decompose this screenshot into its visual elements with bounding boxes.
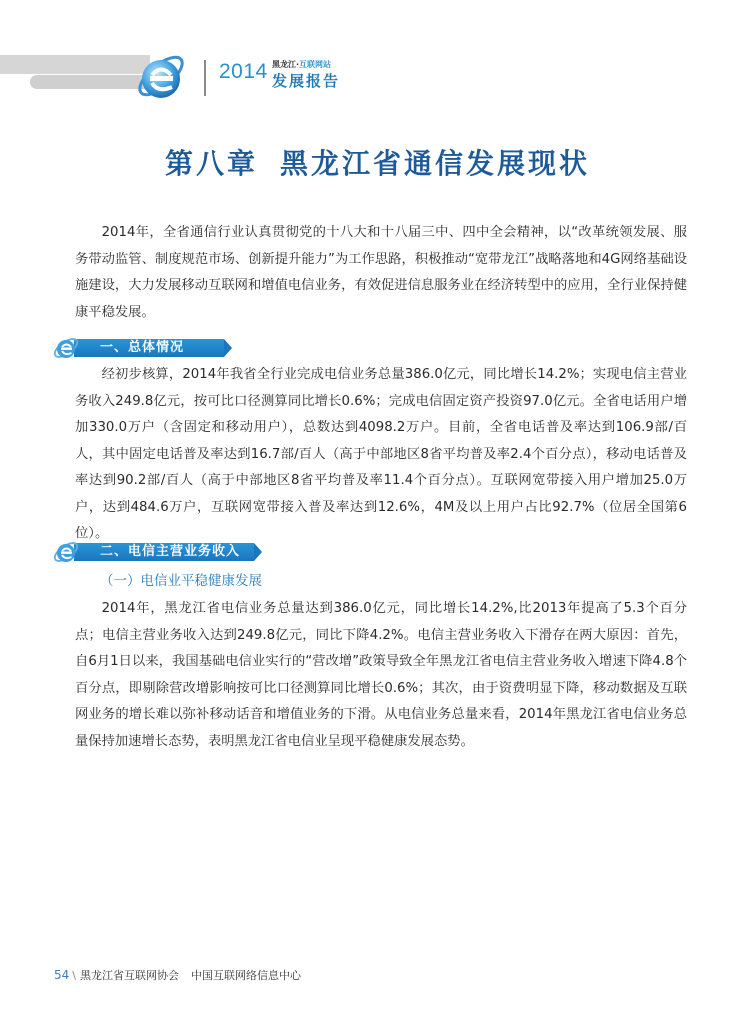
footer-org-1: 黑龙江省互联网协会 bbox=[80, 969, 179, 982]
header-divider bbox=[204, 60, 206, 96]
brand-subtitle bbox=[272, 59, 331, 70]
overview-paragraph: 经初步核算，2014年我省全行业完成电信业务总量386.0亿元，同比增长14.2%；实现电信主营业务收入249.8亿元，按可比口径测算同比增长0.6%；完成电信固定资产投资97.0亿元。全省电话用户增加330.0万户（含固定和移动用户），总数达到4098.2万户。目前，全省电话普及率达到106.9部/百人，其中固定电话普及率达到16.7部/百人（高于中部地区8省平均普及率2.4个百分点），移动电话普及率达到90.2部/百人（高于中部地区8省平均普及率11.4个百分点）。互联网宽带接入用户增加25.0万户，达到484.6万户，互联网宽带接入普及率达到12.6%，4M及以上用户占比92.7%（位居全国第6位）。 bbox=[75, 367, 687, 541]
page-footer bbox=[54, 967, 301, 983]
section-label: 二、电信主营业务收入 bbox=[100, 544, 241, 559]
report-year: 2014 bbox=[219, 60, 268, 83]
brand-small-left: 黑龙江· bbox=[272, 60, 300, 69]
brand-title: 发展报告 bbox=[272, 72, 341, 90]
e-logo-icon bbox=[128, 46, 188, 106]
chapter-name: 黑龙江省通信发展现状 bbox=[280, 147, 591, 180]
intro-paragraph: 2014年，全省通信行业认真贯彻党的十八大和十八届三中、四中全会精神，以“改革统领发展、服务带动监管、制度规范市场、创新提升能力”为工作思路，积极推动“宽带龙江”战略落地和4G网络基础设施建设，大力发展移动互联网和增值电信业务，有效促进信息服务业在经济转型中的应用，全行业保持健康平稳发展。 bbox=[75, 225, 687, 320]
brand-small-right: 互联网站 bbox=[299, 60, 332, 69]
section-label: 一、总体情况 bbox=[100, 340, 185, 355]
page-number: 54 bbox=[54, 968, 70, 982]
section-heading-revenue bbox=[52, 540, 262, 564]
e-logo-icon bbox=[52, 538, 80, 566]
footer-org-2: 中国互联网络信息中心 bbox=[191, 969, 301, 982]
chapter-title bbox=[0, 142, 755, 182]
footer-separator: \ bbox=[72, 969, 76, 982]
section-arrow-icon bbox=[254, 543, 262, 561]
subsection-heading: （一）电信业平稳健康发展 bbox=[100, 573, 262, 589]
section-heading-overview bbox=[52, 336, 232, 360]
revenue-paragraph: 2014年，黑龙江省电信业务总量达到386.0亿元，同比增长14.2%,比2013年提高了5.3个百分点；电信主营业务收入达到249.8亿元，同比下降4.2%。电信主营业务收入下滑存在两大原因：首先，自6月1日以来，我国基础电信业实行的“营改增”政策导致全年黑龙江省电信主营业务收入增速下降4.8个百分点，即剔除营改增影响按可比口径测算同比增长0.6%；其次，由于资费明显下降，移动数据及互联网业务的增长难以弥补移动话音和增值业务的下滑。从电信业务总量来看，2014年黑龙江省电信业务总量保持加速增长态势，表明黑龙江省电信业呈现平稳健康发展态势。 bbox=[75, 601, 687, 749]
report-header bbox=[0, 0, 755, 120]
section-arrow-icon bbox=[224, 339, 232, 357]
e-logo-icon bbox=[52, 334, 80, 362]
chapter-number: 第八章 bbox=[164, 147, 258, 180]
